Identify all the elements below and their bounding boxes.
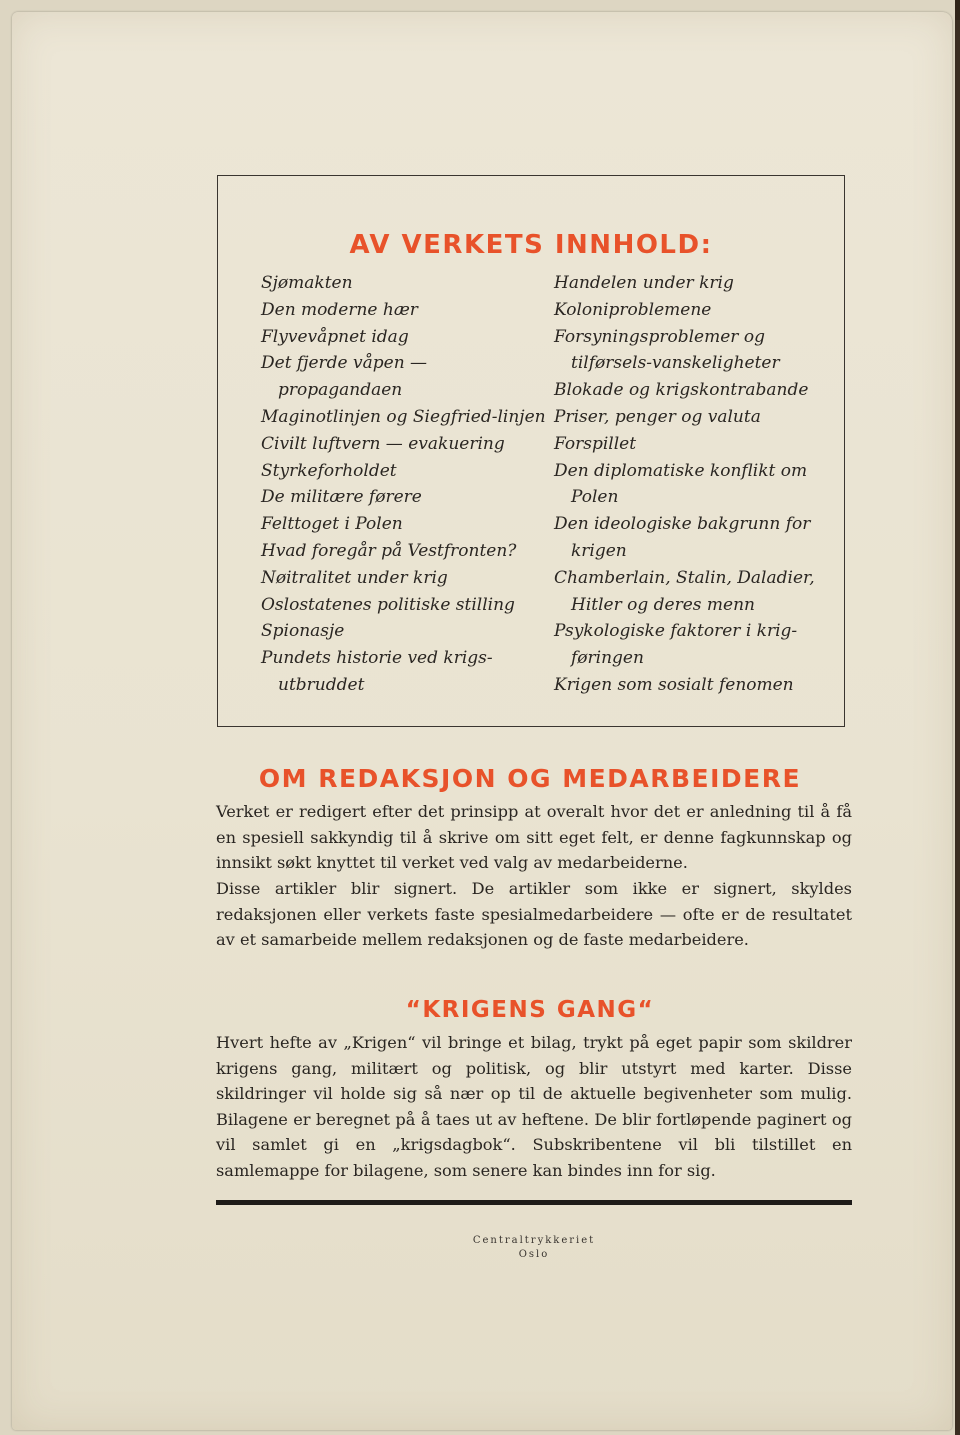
contents-item: Maginotlinjen og Siegfried-linjen <box>261 406 546 427</box>
contents-item: Sjømakten <box>261 273 353 293</box>
contents-item: Blokade og krigskontrabande <box>554 380 809 401</box>
contents-item: Koloniproblemene <box>554 299 712 320</box>
contents-item: Priser, penger og valuta <box>554 406 761 427</box>
krigens-gang-heading: “KRIGENS GANG“ <box>405 997 655 1023</box>
contents-item: Chamberlain, Stalin, Daladier, Hitler og deres menn <box>554 567 815 615</box>
contents-item: Den diplomatiske konflikt om Polen <box>554 460 808 508</box>
contents-right-column <box>554 270 844 699</box>
contents-item: Den ideologiske bakgrunn for krigen <box>554 514 811 561</box>
contents-item: Den moderne hær <box>261 299 418 320</box>
contents-item: Oslostatenes politiske stilling <box>261 594 515 615</box>
contents-item: Det fjerde våpen — propagandaen <box>261 353 428 401</box>
contents-left-column <box>261 270 551 699</box>
printer-name: Centraltrykkeriet <box>472 1235 596 1246</box>
printer-city: Oslo <box>518 1249 550 1260</box>
contents-item: Nøitralitet under krig <box>261 567 448 588</box>
contents-item: De militære førere <box>261 487 422 508</box>
contents-item: Pundets historie ved krigs-utbruddet <box>261 648 493 695</box>
contents-item: Flyvevåpnet idag <box>261 326 409 347</box>
contents-item: Forsyningsproblemer og tilførsels-vanskeligheter <box>554 326 780 374</box>
contents-heading: AV VERKETS INNHOLD: <box>349 230 713 260</box>
contents-item: Spionasje <box>261 621 345 642</box>
contents-item: Felttoget i Polen <box>261 514 403 535</box>
contents-item: Krigen som sosialt fenomen <box>554 674 794 695</box>
contents-item: Handelen under krig <box>554 273 734 293</box>
contents-item: Hvad foregår på Vestfronten? <box>261 540 517 561</box>
krigens-gang-paragraph: Hvert hefte av „Krigen“ vil bringe et bilag, trykt på eget papir som skildrer krigens gang, militært og politisk, og blir utstyrt med karter. Disse skildringer vil holde sig så nær op til de aktuelle begivenheter som mulig. Bilagene er beregnet på å taes ut av heftene. De blir fortløpende paginert og vil samlet gi en „krigsdagbok“. Subskribentene vil bli tilstillet en samlemappe for bilagene, som senere kan bindes inn for sig. <box>216 1033 852 1180</box>
contents-item: Styrkeforholdet <box>261 460 397 481</box>
contents-item: Civilt luftvern — evakuering <box>261 433 505 454</box>
redaksjon-paragraph-2: Disse artikler blir signert. De artikler som ikke er signert, skyldes redaksjonen eller verkets faste spesialmedarbeidere — ofte er de resultatet av et samarbeide mellem redaksjonen og de faste medarbeidere. <box>216 879 852 949</box>
contents-box <box>217 175 845 727</box>
redaksjon-heading: OM REDAKSJON OG MEDARBEIDERE <box>258 764 802 793</box>
divider-rule <box>216 1200 852 1205</box>
contents-item: Psykologiske faktorer i krig-føringen <box>554 621 798 669</box>
printed-page <box>12 12 952 1430</box>
printer-imprint <box>216 1234 852 1262</box>
contents-item: Forspillet <box>554 433 637 454</box>
redaksjon-paragraph-1: Verket er redigert efter det prinsipp at overalt hvor det er anledning til å få en spesiell sakkyndig til å skrive om sitt eget felt, er denne fagkunnskap og innsikt søkt knyttet til verket ved valg av medarbeiderne. <box>216 802 852 872</box>
